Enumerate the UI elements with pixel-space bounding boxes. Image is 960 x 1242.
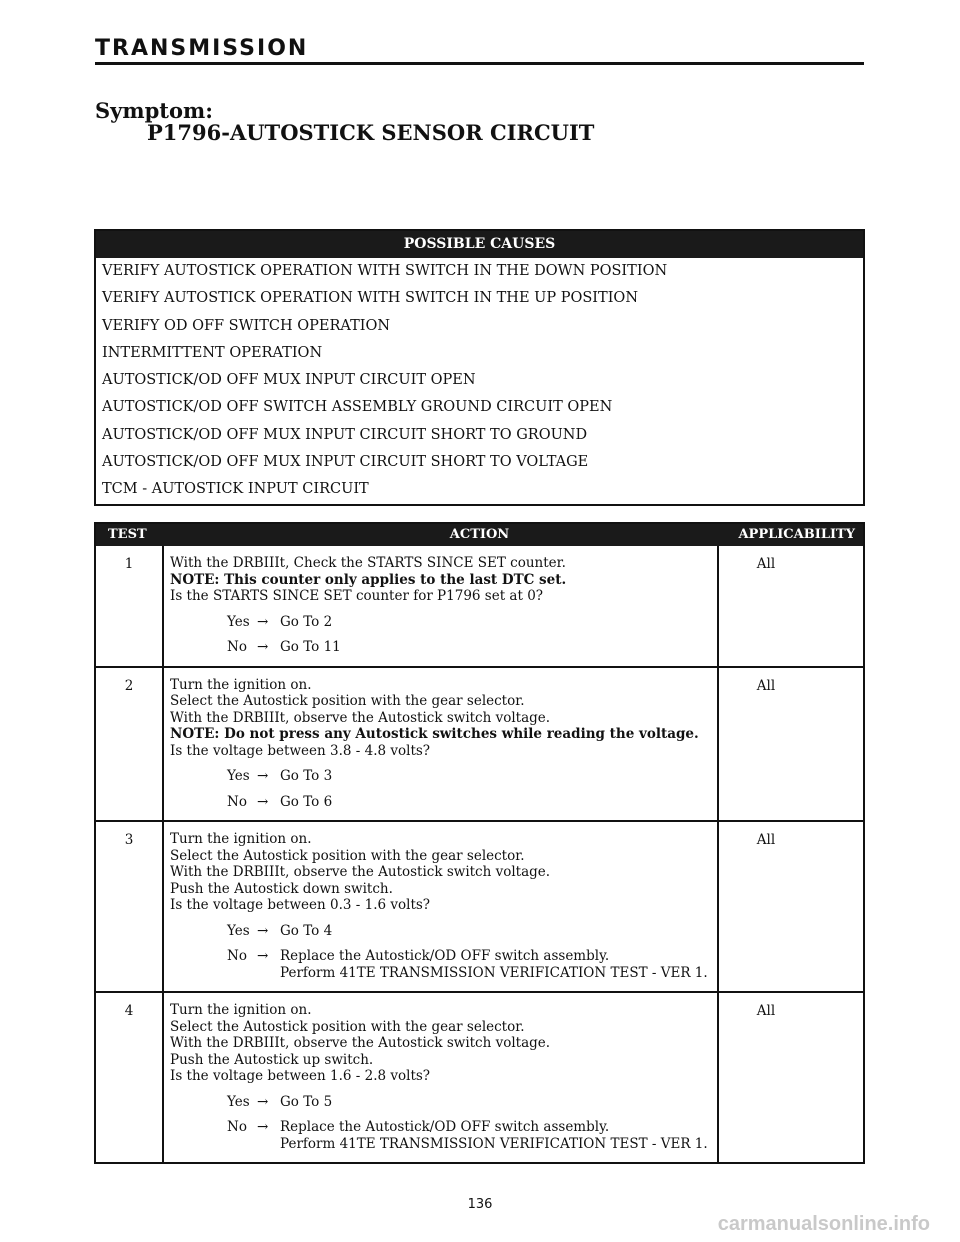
yes-choice: [170, 768, 711, 785]
no-result-line: Perform 41TE TRANSMISSION VERIFICATION TEST - VER 1.: [280, 1135, 708, 1152]
yes-result: [280, 768, 711, 785]
no-label: No: [227, 793, 247, 810]
test-number: 3: [96, 822, 164, 991]
symptom-label: Symptom:: [95, 98, 213, 123]
test-action: [164, 668, 719, 821]
arrow-icon: →: [257, 793, 269, 810]
cause-item: VERIFY OD OFF SWITCH OPERATION: [102, 317, 391, 334]
no-choice: [170, 948, 711, 981]
header-action: ACTION: [449, 527, 510, 542]
possible-causes-box: [94, 229, 865, 506]
test-applicability: All: [756, 677, 776, 694]
arrow-icon: →: [257, 1119, 269, 1135]
test-applicability: All: [756, 1003, 776, 1019]
yes-result: [280, 923, 711, 940]
cause-item: AUTOSTICK/OD OFF MUX INPUT CIRCUIT SHORT TO VOLTAGE: [102, 454, 589, 471]
no-label: No: [227, 948, 247, 964]
action-line: Select the Autostick position with the gear selector.: [170, 1018, 525, 1035]
action-line: Is the STARTS SINCE SET counter for P1796 set at 0?: [170, 588, 544, 604]
no-result-line: Go To 11: [280, 639, 341, 655]
page-number: 136: [467, 1197, 493, 1212]
no-choice: [170, 639, 711, 656]
test-number: 2: [96, 668, 164, 821]
cause-item: TCM - AUTOSTICK INPUT CIRCUIT: [102, 481, 369, 498]
cause-item: AUTOSTICK/OD OFF MUX INPUT CIRCUIT SHORT TO GROUND: [102, 426, 588, 443]
header-rule: [95, 62, 864, 65]
no-result-line: Go To 6: [280, 793, 333, 810]
watermark: carmanualsonline.info: [717, 1213, 930, 1235]
no-result-line: Perform 41TE TRANSMISSION VERIFICATION TEST - VER 1.: [280, 964, 708, 981]
action-line: Select the Autostick position with the gear selector.: [170, 693, 525, 709]
no-choice: [170, 794, 711, 811]
yes-label: Yes: [227, 613, 250, 630]
yes-result-line: Go To 3: [280, 768, 333, 784]
action-line: With the DRBIIIt, observe the Autostick switch voltage.: [170, 709, 551, 726]
test-table-header: [96, 524, 863, 546]
yes-result: [280, 1094, 711, 1111]
no-label: No: [227, 639, 247, 655]
symptom-title: P1796-AUTOSTICK SENSOR CIRCUIT: [147, 120, 595, 145]
cause-item: AUTOSTICK/OD OFF SWITCH ASSEMBLY GROUND CIRCUIT OPEN: [102, 399, 613, 416]
cause-item: INTERMITTENT OPERATION: [102, 344, 323, 361]
arrow-icon: →: [257, 639, 269, 655]
test-number: 4: [96, 993, 164, 1162]
action-line: Push the Autostick up switch.: [170, 1051, 374, 1068]
action-line: With the DRBIIIt, Check the STARTS SINCE SET counter.: [170, 555, 566, 571]
no-label: No: [227, 1119, 247, 1135]
action-line: Turn the ignition on.: [170, 676, 312, 693]
action-line: Turn the ignition on.: [170, 831, 312, 847]
action-line: With the DRBIIIt, observe the Autostick switch voltage.: [170, 864, 551, 880]
yes-choice: [170, 1094, 711, 1111]
yes-result-line: Go To 2: [280, 613, 333, 630]
action-line: Turn the ignition on.: [170, 1002, 312, 1018]
yes-result-line: Go To 5: [280, 1093, 333, 1110]
arrow-icon: →: [257, 768, 269, 784]
possible-causes-heading: POSSIBLE CAUSES: [96, 231, 863, 258]
test-rows: [96, 546, 863, 1162]
no-result: [280, 1119, 711, 1152]
test-applicability: All: [756, 556, 776, 572]
no-result: [280, 948, 711, 981]
test-action: [164, 993, 719, 1162]
test-row: [96, 820, 863, 991]
yes-result-line: Go To 4: [280, 922, 333, 939]
no-result-line: Replace the Autostick/OD OFF switch assembly.: [280, 1119, 610, 1135]
note-line: NOTE: This counter only applies to the last DTC set.: [170, 571, 567, 588]
arrow-icon: →: [257, 922, 269, 939]
action-line: With the DRBIIIt, observe the Autostick switch voltage.: [170, 1035, 551, 1051]
section-title: TRANSMISSION: [95, 36, 309, 61]
yes-choice: [170, 923, 711, 940]
yes-label: Yes: [227, 768, 250, 784]
no-result: [280, 794, 711, 811]
arrow-icon: →: [257, 1093, 269, 1110]
no-result: [280, 639, 711, 656]
header-test: TEST: [108, 527, 147, 542]
cause-item: VERIFY AUTOSTICK OPERATION WITH SWITCH IN THE UP POSITION: [102, 290, 639, 307]
yes-label: Yes: [227, 922, 250, 939]
test-number: 1: [96, 546, 164, 666]
yes-choice: [170, 614, 711, 631]
arrow-icon: →: [257, 948, 269, 964]
action-line: Push the Autostick down switch.: [170, 880, 393, 897]
no-choice: [170, 1119, 711, 1152]
test-row: [96, 666, 863, 821]
test-action: [164, 546, 719, 666]
test-action: [164, 822, 719, 991]
test-applicability: All: [756, 832, 776, 848]
test-table: [94, 522, 865, 1164]
yes-label: Yes: [227, 1093, 250, 1110]
cause-item: VERIFY AUTOSTICK OPERATION WITH SWITCH IN THE DOWN POSITION: [102, 263, 668, 279]
arrow-icon: →: [257, 613, 269, 630]
action-line: Is the voltage between 1.6 - 2.8 volts?: [170, 1068, 431, 1084]
header-applicability: APPLICABILITY: [738, 527, 855, 542]
action-line: Select the Autostick position with the gear selector.: [170, 847, 525, 864]
no-result-line: Replace the Autostick/OD OFF switch assembly.: [280, 948, 610, 964]
yes-result: [280, 614, 711, 631]
test-row: [96, 991, 863, 1162]
action-line: Is the voltage between 0.3 - 1.6 volts?: [170, 897, 431, 913]
action-line: Is the voltage between 3.8 - 4.8 volts?: [170, 742, 431, 759]
test-row: [96, 546, 863, 666]
cause-item: AUTOSTICK/OD OFF MUX INPUT CIRCUIT OPEN: [102, 372, 476, 389]
note-line: NOTE: Do not press any Autostick switches while reading the voltage.: [170, 726, 699, 742]
